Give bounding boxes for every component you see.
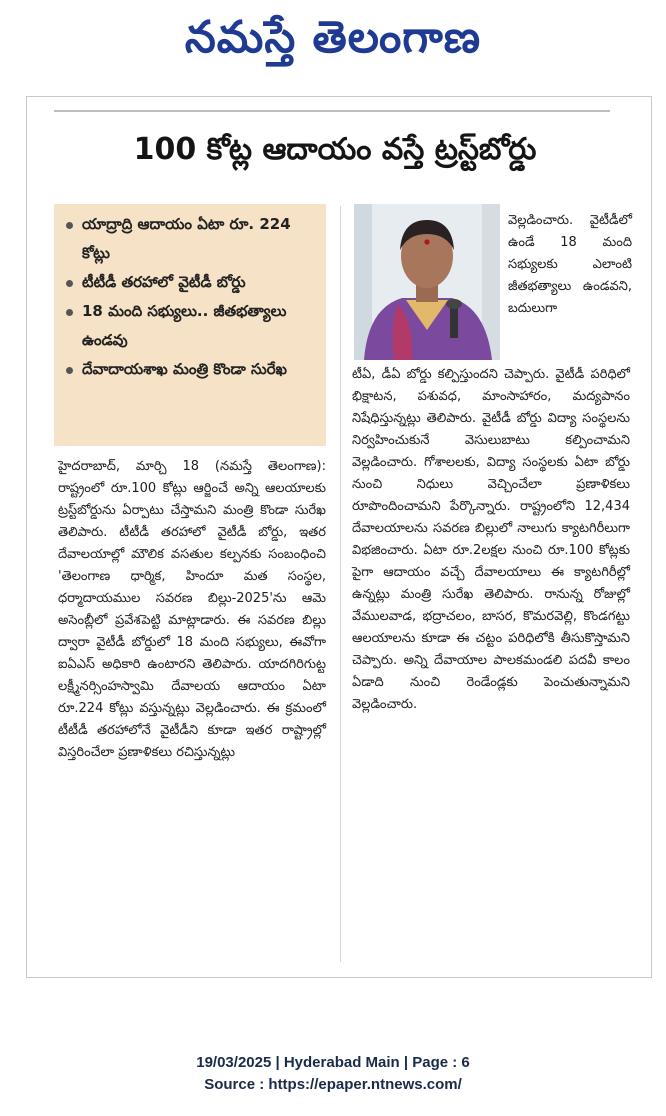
edition-info: 19/03/2025 | Hyderabad Main | Page : 6 bbox=[196, 1054, 470, 1071]
bullet-icon bbox=[66, 280, 73, 287]
portrait-illustration bbox=[354, 204, 500, 360]
article-column-left bbox=[58, 456, 326, 764]
highlights-box bbox=[54, 204, 326, 446]
article-column-right-top bbox=[508, 210, 632, 320]
bullet-icon bbox=[66, 222, 73, 229]
headline-rule bbox=[54, 110, 610, 112]
highlight-item bbox=[64, 355, 318, 384]
bullet-icon bbox=[66, 367, 73, 374]
article-text-right-top: వెల్లడించారు. వైటీడీలో ఉండే 18 మంది సభ్యులకు ఎలాంటి జీతభత్యాలు ఉండవని, బదులుగా bbox=[508, 213, 632, 316]
bullet-icon bbox=[66, 309, 73, 316]
article-text-right: టీఏ, డీఏ బోర్డు కల్పిస్తుందని చెప్పారు. వైటీడీ పరిధిలో భిక్షాటన, పశువధ, మాంసాహారం, మద్యపానం నిషేధిస్తున్నట్లు తెలిపారు. వైటీడీ బోర్డు విద్యా సంస్థలను నిర్వహించుకునే వెసులుబాటు కల్పించామని వెల్లడించారు. గోశాలలకు, విద్యా సంస్థలకు ఏటా బోర్డు నుంచి నిధులు వెచ్చించేలా ప్రణాళికలు రూపొందించామని పేర్కొన్నారు. రాష్ట్రంలోని 12,434 దేవాలయాలను సవరణ బిల్లులో నాలుగు క్యాటగిరీలుగా విభజించారు. ఏటా రూ.2లక్షల నుంచి రూ.100 కోట్లకు పైగా ఆదాయం వచ్చే దేవాలయాలు ఈ క్యాటగిరీల్లో ఉన్నట్లు మంత్రి సురేఖ తెలిపారు. రానున్న రోజుల్లో వేములవాడ, భద్రాచలం, బాసర, కొమరవెల్లి, కొండగట్టు ఆలయాలను కూడా ఈ చట్టం పరిధిలోకి తీసుకొస్తామని చెప్పారు. అన్ని దేవాయాల పాలకమండలి పదవీ కాలం ఏడాది నుంచి రెండేండ్లకు పెంచుతున్నామని వెల్లడించారు. bbox=[352, 367, 630, 712]
newspaper-masthead: నమస్తే తెలంగాణ bbox=[184, 12, 482, 63]
article-text-left: హైదరాబాద్, మార్చి 18 (నమస్తే తెలంగాణ): రాష్ట్రంలో రూ.100 కోట్లు ఆర్జించే అన్ని ఆలయాలకు ట్రస్ట్‌బోర్డును ఏర్పాటు చేస్తామని మంత్రి కొండా సురేఖ తెలిపారు. టీటీడీ తరహాలో వైటీడీ బోర్డు, ఇతర దేవాలయాల్లో మౌలిక వసతుల కల్పనకు సంబంధించి 'తెలంగాణ ధార్మిక, హిందూ మత సంస్థల, ధర్మాదాయముల సవరణ బిల్లు-2025'ను ఆమె అసెంబ్లీలో ప్రవేశపెట్టి మాట్లాడారు. ఈ సవరణ బిల్లు ద్వారా వైటీడీ బోర్డులో 18 మంది సభ్యులు, ఈవోగా ఐఏఎస్ అధికారి ఉంటారని తెలిపారు. యాదగిరిగుట్ట లక్ష్మీనర్సింహస్వామి దేవాలయ ఆదాయం ఏటా రూ.224 కోట్లు వస్తున్నట్లు వెల్లడించారు. ఈ క్రమంలో టీటీడీ తరహాలోనే వైటీడీని కూడా ఇతర రాష్ట్రాల్లో విస్తరించేలా ప్రణాళికలు రచిస్తున్నట్లు bbox=[58, 459, 326, 760]
highlight-item bbox=[64, 297, 318, 355]
highlight-item bbox=[64, 268, 318, 297]
minister-photo bbox=[354, 204, 500, 360]
highlight-item bbox=[64, 210, 318, 268]
highlight-text: దేవాదాయశాఖ మంత్రి కొండా సురేఖ bbox=[82, 360, 287, 378]
article-headline: 100 కోట్ల ఆదాయం వస్తే ట్రస్ట్‌బోర్డు bbox=[133, 132, 537, 167]
column-divider bbox=[340, 206, 341, 962]
source-line: Source : https://epaper.ntnews.com/ bbox=[204, 1076, 462, 1093]
highlight-text: యాద్రాద్రి ఆదాయం ఏటా రూ. 224 కోట్లు bbox=[82, 215, 291, 262]
highlight-text: టీటీడీ తరహాలో వైటీడీ బోర్డు bbox=[82, 273, 246, 291]
article-column-right bbox=[352, 364, 630, 716]
highlight-text: 18 మంది సభ్యులు.. జీతభత్యాలు ఉండవు bbox=[82, 302, 287, 349]
